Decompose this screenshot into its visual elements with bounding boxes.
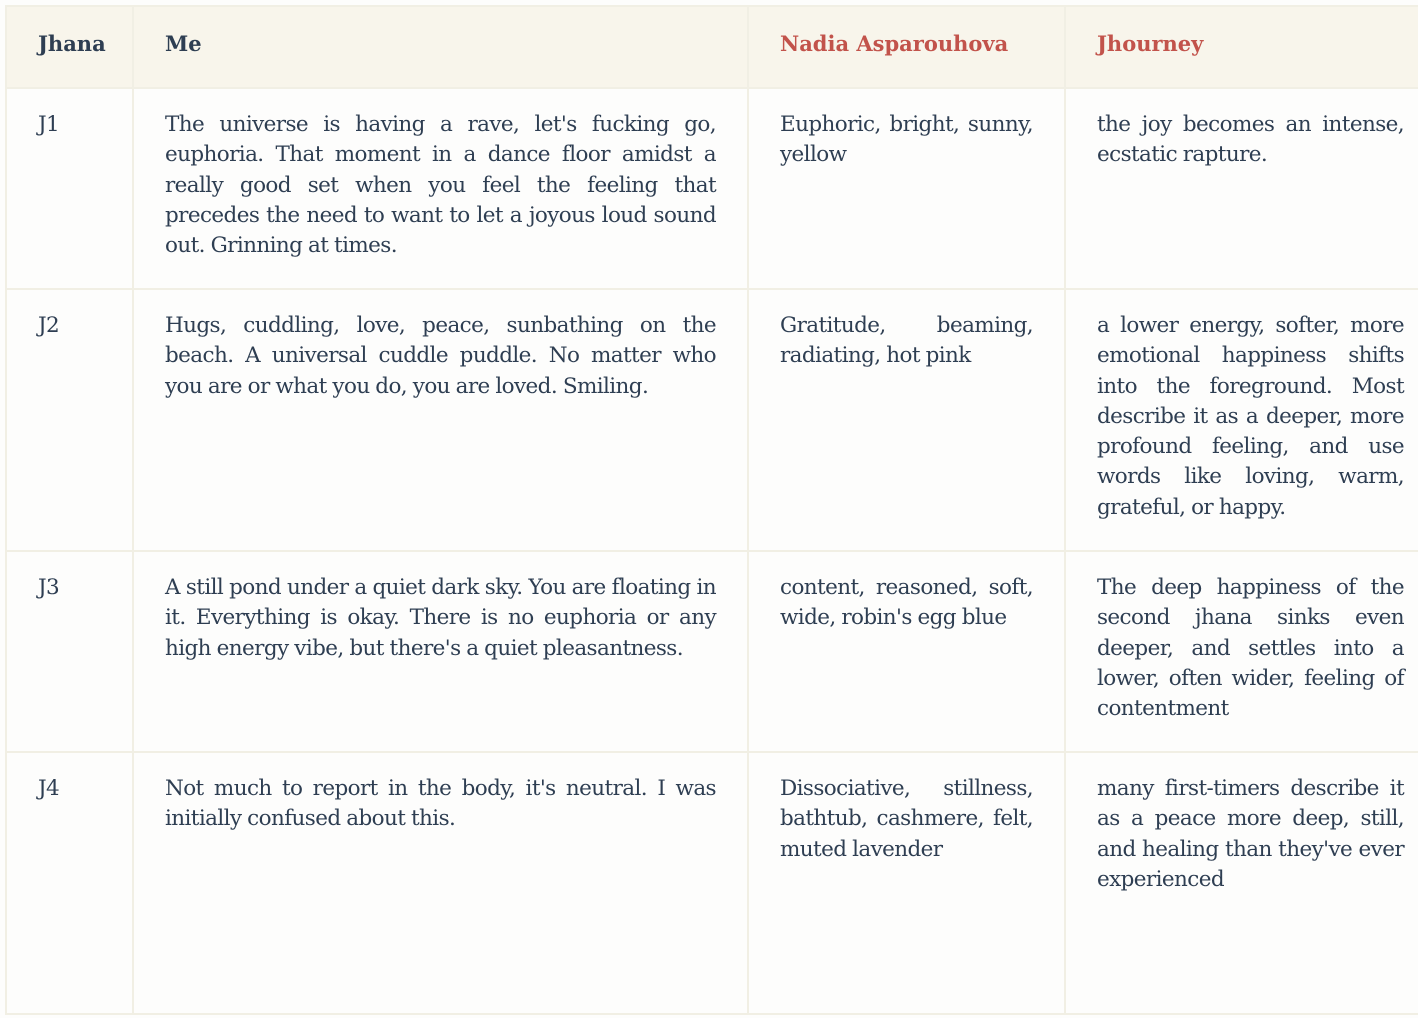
table-row <box>6 289 1418 551</box>
table-header <box>6 6 1418 88</box>
cell-jhana: J3 <box>6 551 133 752</box>
cell-nadia: Euphoric, bright, sunny, yellow <box>748 88 1065 289</box>
table-row <box>6 88 1418 289</box>
cell-jhourney: many first-timers describe it as a peace more deep, still, and healing than they've ever experienced <box>1065 752 1418 1014</box>
header-nadia-asparouhova-link[interactable]: Nadia Asparouhova <box>748 6 1065 88</box>
cell-jhourney: a lower energy, softer, more emotional happiness shifts into the foreground. Most describe it as a deeper, more profound feeling, and use words like loving, warm, grateful, or happy. <box>1065 289 1418 551</box>
cell-me: The universe is having a rave, let's fucking go, euphoria. That moment in a dance floor amidst a really good set when you feel the feeling that precedes the need to want to let a joyous loud sound out. Grinning at times. <box>133 88 748 289</box>
cell-jhana: J2 <box>6 289 133 551</box>
cell-jhana: J1 <box>6 88 133 289</box>
header-me: Me <box>133 6 748 88</box>
cell-jhourney: the joy becomes an intense, ecstatic rapture. <box>1065 88 1418 289</box>
cell-jhourney: The deep happiness of the second jhana sinks even deeper, and settles into a lower, often wider, feeling of contentment <box>1065 551 1418 752</box>
table-row <box>6 752 1418 1014</box>
cell-jhana: J4 <box>6 752 133 1014</box>
jhana-comparison-table <box>5 5 1418 1015</box>
header-row <box>6 6 1418 88</box>
table-row <box>6 551 1418 752</box>
header-jhana: Jhana <box>6 6 133 88</box>
cell-me: A still pond under a quiet dark sky. You are floating in it. Everything is okay. There is no euphoria or any high energy vibe, but there's a quiet pleasantness. <box>133 551 748 752</box>
cell-me: Not much to report in the body, it's neutral. I was initially confused about this. <box>133 752 748 1014</box>
table-body <box>6 88 1418 1014</box>
header-jhourney-link[interactable]: Jhourney <box>1065 6 1418 88</box>
cell-nadia: Gratitude, beaming, radiating, hot pink <box>748 289 1065 551</box>
cell-nadia: Dissociative, stillness, bathtub, cashmere, felt, muted lavender <box>748 752 1065 1014</box>
cell-nadia: content, reasoned, soft, wide, robin's egg blue <box>748 551 1065 752</box>
cell-me: Hugs, cuddling, love, peace, sunbathing on the beach. A universal cuddle puddle. No matter who you are or what you do, you are loved. Smiling. <box>133 289 748 551</box>
